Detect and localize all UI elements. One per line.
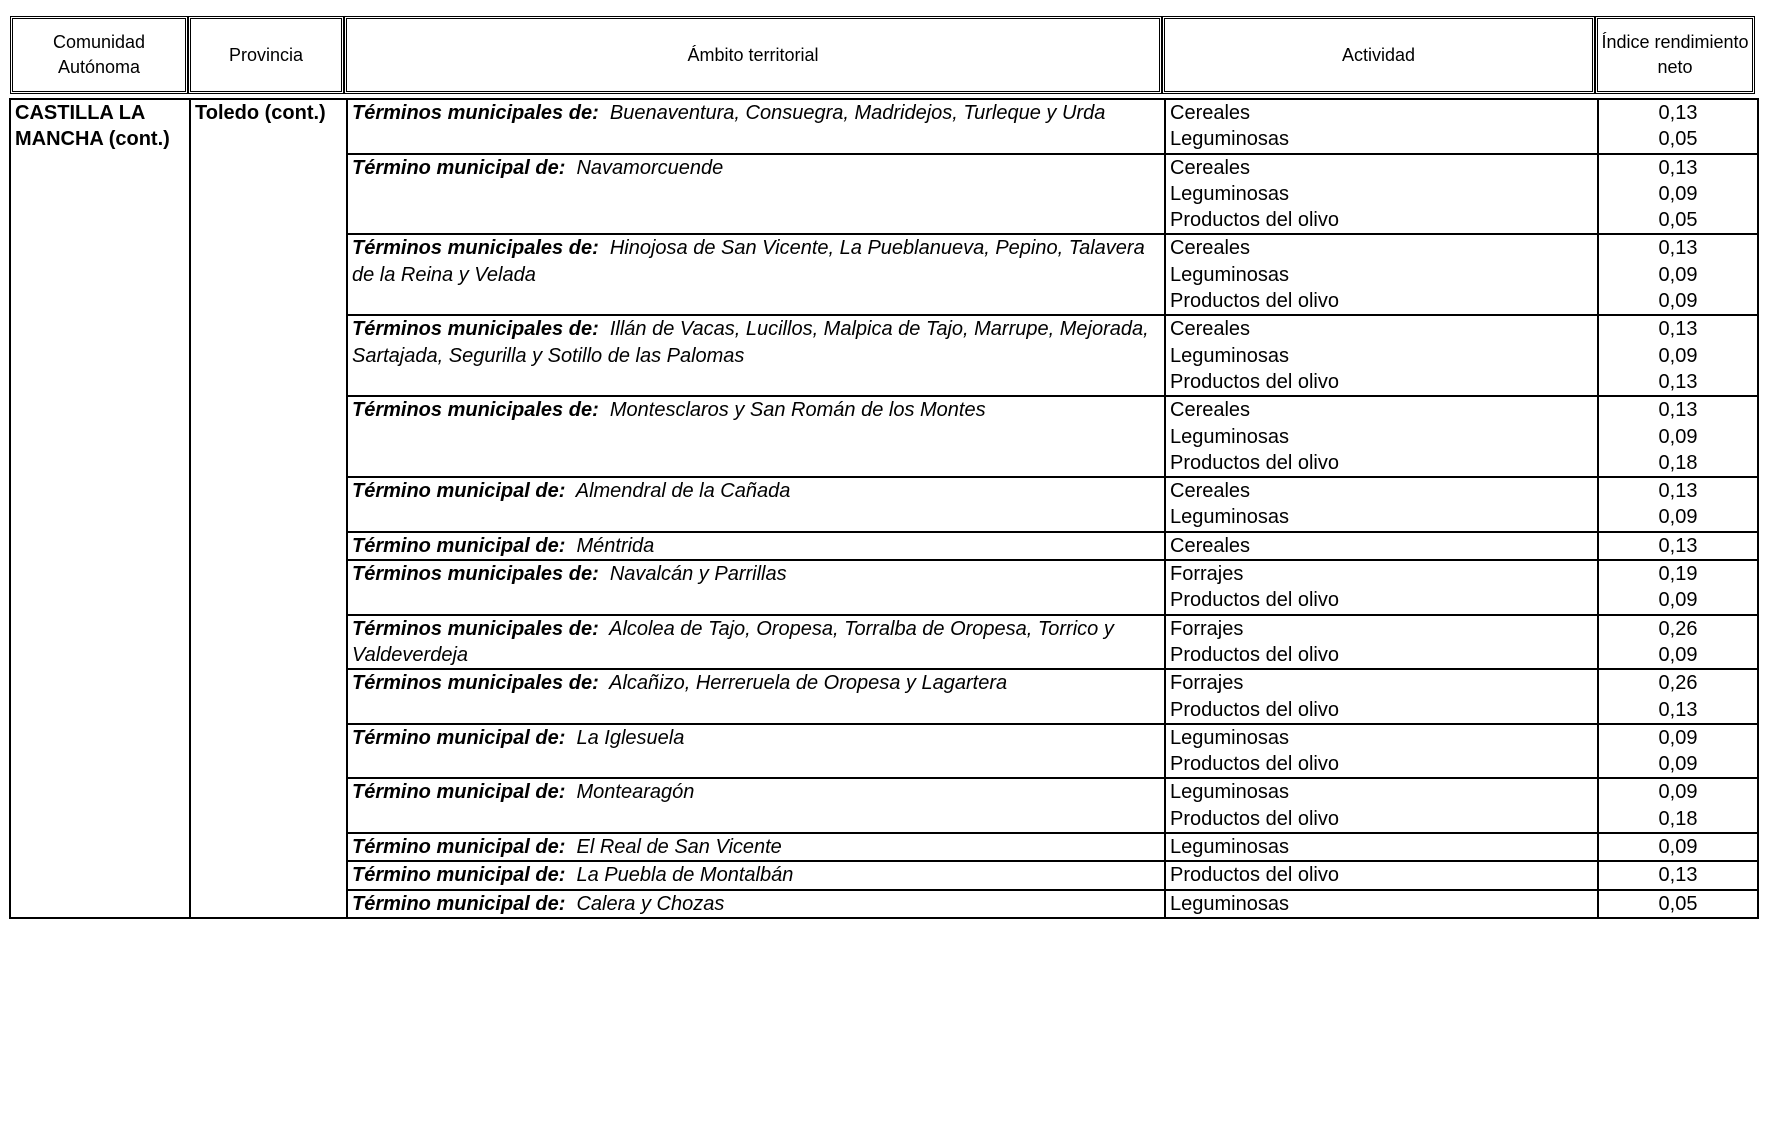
ambito-cell — [347, 396, 1165, 477]
indice-value: 0,13 — [1658, 237, 1698, 260]
ambito-cell — [347, 778, 1165, 833]
actividad-value: Leguminosas — [1170, 344, 1289, 367]
ambito-label: Término municipal de: — [352, 864, 566, 887]
indice-value: 0,09 — [1658, 506, 1698, 529]
comunidad-cell: CASTILLA LA MANCHA (cont.) — [10, 99, 190, 918]
actividad-cell — [1165, 778, 1598, 833]
indice-value: 0,09 — [1658, 182, 1698, 205]
ambito-cell — [347, 99, 1165, 154]
actividad-cell — [1165, 890, 1598, 918]
indice-value: 0,09 — [1658, 290, 1698, 313]
actividad-cell — [1165, 560, 1598, 615]
indice-value: 0,09 — [1658, 781, 1698, 804]
actividad-value: Leguminosas — [1170, 836, 1289, 859]
ambito-cell — [347, 669, 1165, 724]
indice-value: 0,09 — [1658, 425, 1698, 448]
indice-value: 0,05 — [1658, 892, 1698, 915]
indice-cell — [1598, 234, 1758, 315]
indice-cell — [1598, 396, 1758, 477]
indice-value: 0,05 — [1658, 209, 1698, 232]
actividad-value: Cereales — [1170, 318, 1251, 341]
ambito-cell — [347, 315, 1165, 396]
ambito-label: Términos municipales de: — [352, 318, 599, 341]
actividad-value: Productos del olivo — [1170, 589, 1339, 612]
table-row — [10, 99, 1758, 154]
indice-value: 0,13 — [1658, 480, 1698, 503]
indice-value: 0,13 — [1658, 318, 1698, 341]
indice-value: 0,13 — [1658, 370, 1698, 393]
indice-value: 0,09 — [1658, 344, 1698, 367]
actividad-value: Productos del olivo — [1170, 698, 1339, 721]
indice-value: 0,05 — [1658, 128, 1698, 151]
ambito-label: Término municipal de: — [352, 781, 566, 804]
indice-value: 0,09 — [1658, 836, 1698, 859]
header-indice-label: Índice rendimiento neto — [1601, 32, 1749, 77]
indice-value: 0,18 — [1658, 451, 1698, 474]
indice-value: 0,13 — [1658, 534, 1698, 557]
ambito-places: Buenaventura, Consuegra, Madridejos, Turleque y Urda — [609, 102, 1106, 124]
indice-value: 0,09 — [1658, 753, 1698, 776]
header-provincia — [188, 16, 344, 94]
ambito-label: Término municipal de: — [352, 480, 566, 503]
ambito-cell — [347, 477, 1165, 532]
header-indice-rendimiento-neto — [1595, 16, 1755, 94]
actividad-cell — [1165, 861, 1598, 889]
ambito-label: Términos municipales de: — [352, 563, 599, 586]
indice-value: 0,09 — [1658, 263, 1698, 286]
actividad-value: Productos del olivo — [1170, 451, 1339, 474]
actividad-value: Leguminosas — [1170, 182, 1289, 205]
table-body — [10, 99, 1758, 918]
actividad-value: Productos del olivo — [1170, 864, 1339, 887]
ambito-cell — [347, 724, 1165, 779]
actividad-cell — [1165, 396, 1598, 477]
indice-value: 0,09 — [1658, 643, 1698, 666]
ambito-label: Términos municipales de: — [352, 237, 599, 260]
ambito-label: Término municipal de: — [352, 156, 566, 179]
actividad-value: Forrajes — [1170, 563, 1244, 586]
actividad-value: Cereales — [1170, 480, 1251, 503]
actividad-value: Leguminosas — [1170, 128, 1289, 151]
actividad-cell — [1165, 532, 1598, 560]
ambito-cell — [347, 833, 1165, 861]
indice-value: 0,13 — [1658, 156, 1698, 179]
indice-value: 0,13 — [1658, 399, 1698, 422]
ambito-cell — [347, 234, 1165, 315]
actividad-cell — [1165, 234, 1598, 315]
indice-value: 0,26 — [1658, 617, 1698, 640]
actividad-value: Cereales — [1170, 102, 1251, 124]
indice-value: 0,13 — [1658, 698, 1698, 721]
ambito-places: Hinojosa de San Vicente, La Pueblanueva, Pepino, Talavera de la Reina y Velada — [352, 237, 1145, 286]
actividad-value: Leguminosas — [1170, 892, 1289, 915]
ambito-label: Término municipal de: — [352, 892, 566, 915]
provincia-cell: Toledo (cont.) — [190, 99, 347, 918]
ambito-places: Calera y Chozas — [576, 892, 725, 915]
indice-value: 0,19 — [1658, 563, 1698, 586]
header-ambito-territorial — [344, 16, 1162, 94]
header-comunidad-autonoma — [10, 16, 188, 94]
indice-cell — [1598, 154, 1758, 235]
actividad-value: Forrajes — [1170, 617, 1244, 640]
indice-cell — [1598, 560, 1758, 615]
actividad-value: Leguminosas — [1170, 506, 1289, 529]
ambito-places: La Iglesuela — [576, 726, 685, 749]
header-provincia-label: Provincia — [228, 44, 304, 65]
indice-cell — [1598, 890, 1758, 918]
ambito-cell — [347, 861, 1165, 889]
ambito-cell — [347, 615, 1165, 670]
ambito-places: Méntrida — [576, 534, 655, 557]
header-actividad-label: Actividad — [1341, 44, 1416, 65]
ambito-places: Navalcán y Parrillas — [609, 563, 787, 586]
ambito-cell — [347, 154, 1165, 235]
indice-cell — [1598, 477, 1758, 532]
actividad-cell — [1165, 99, 1598, 154]
ambito-places: Illán de Vacas, Lucillos, Malpica de Tajo, Marrupe, Mejorada, Sartajada, Segurilla y Sotillo de las Palomas — [352, 318, 1149, 367]
indice-value: 0,26 — [1658, 672, 1698, 695]
actividad-value: Cereales — [1170, 156, 1251, 179]
indice-cell — [1598, 724, 1758, 779]
actividad-value: Cereales — [1170, 237, 1251, 260]
actividad-value: Productos del olivo — [1170, 807, 1339, 830]
ambito-label: Término municipal de: — [352, 534, 566, 557]
actividad-cell — [1165, 833, 1598, 861]
indice-cell — [1598, 861, 1758, 889]
ambito-places: Alcañizo, Herreruela de Oropesa y Lagartera — [609, 672, 1008, 695]
actividad-value: Productos del olivo — [1170, 643, 1339, 666]
ambito-label: Términos municipales de: — [352, 617, 599, 640]
actividad-value: Forrajes — [1170, 672, 1244, 695]
actividad-value: Leguminosas — [1170, 263, 1289, 286]
actividad-value: Leguminosas — [1170, 726, 1289, 749]
ambito-label: Términos municipales de: — [352, 102, 599, 124]
actividad-cell — [1165, 315, 1598, 396]
actividad-value: Productos del olivo — [1170, 370, 1339, 393]
indice-cell — [1598, 532, 1758, 560]
ambito-places: La Puebla de Montalbán — [576, 864, 794, 887]
ambito-label: Términos municipales de: — [352, 672, 599, 695]
actividad-cell — [1165, 154, 1598, 235]
ambito-cell — [347, 890, 1165, 918]
header-actividad — [1162, 16, 1595, 94]
indice-cell — [1598, 833, 1758, 861]
indice-value: 0,13 — [1658, 864, 1698, 887]
actividad-value: Productos del olivo — [1170, 290, 1339, 313]
ambito-label: Términos municipales de: — [352, 399, 599, 422]
header-comunidad-label: Comunidad Autónoma — [52, 32, 146, 77]
ambito-places: El Real de San Vicente — [576, 836, 782, 859]
ambito-places: Montearagón — [576, 781, 695, 804]
actividad-value: Leguminosas — [1170, 781, 1289, 804]
actividad-value: Cereales — [1170, 399, 1251, 422]
ambito-label: Término municipal de: — [352, 836, 566, 859]
actividad-cell — [1165, 669, 1598, 724]
ambito-places: Navamorcuende — [576, 156, 724, 179]
actividad-value: Leguminosas — [1170, 425, 1289, 448]
indice-cell — [1598, 99, 1758, 154]
indice-value: 0,09 — [1658, 589, 1698, 612]
indice-cell — [1598, 615, 1758, 670]
actividad-cell — [1165, 615, 1598, 670]
actividad-value: Productos del olivo — [1170, 753, 1339, 776]
actividad-cell — [1165, 477, 1598, 532]
indice-value: 0,09 — [1658, 726, 1698, 749]
header-ambito-label: Ámbito territorial — [687, 44, 819, 65]
actividad-value: Productos del olivo — [1170, 209, 1339, 232]
ambito-label: Término municipal de: — [352, 726, 566, 749]
indice-cell — [1598, 669, 1758, 724]
ambito-places: Montesclaros y San Román de los Montes — [609, 399, 986, 422]
ambito-cell — [347, 532, 1165, 560]
ambito-places: Almendral de la Cañada — [575, 480, 791, 503]
indice-value: 0,13 — [1658, 102, 1698, 124]
actividad-value: Cereales — [1170, 534, 1251, 557]
data-table — [9, 98, 1759, 919]
indice-cell — [1598, 778, 1758, 833]
indice-value: 0,18 — [1658, 807, 1698, 830]
actividad-cell — [1165, 724, 1598, 779]
indice-cell — [1598, 315, 1758, 396]
ambito-places: Alcolea de Tajo, Oropesa, Torralba de Oropesa, Torrico y Valdeverdeja — [352, 617, 1114, 666]
ambito-cell — [347, 560, 1165, 615]
